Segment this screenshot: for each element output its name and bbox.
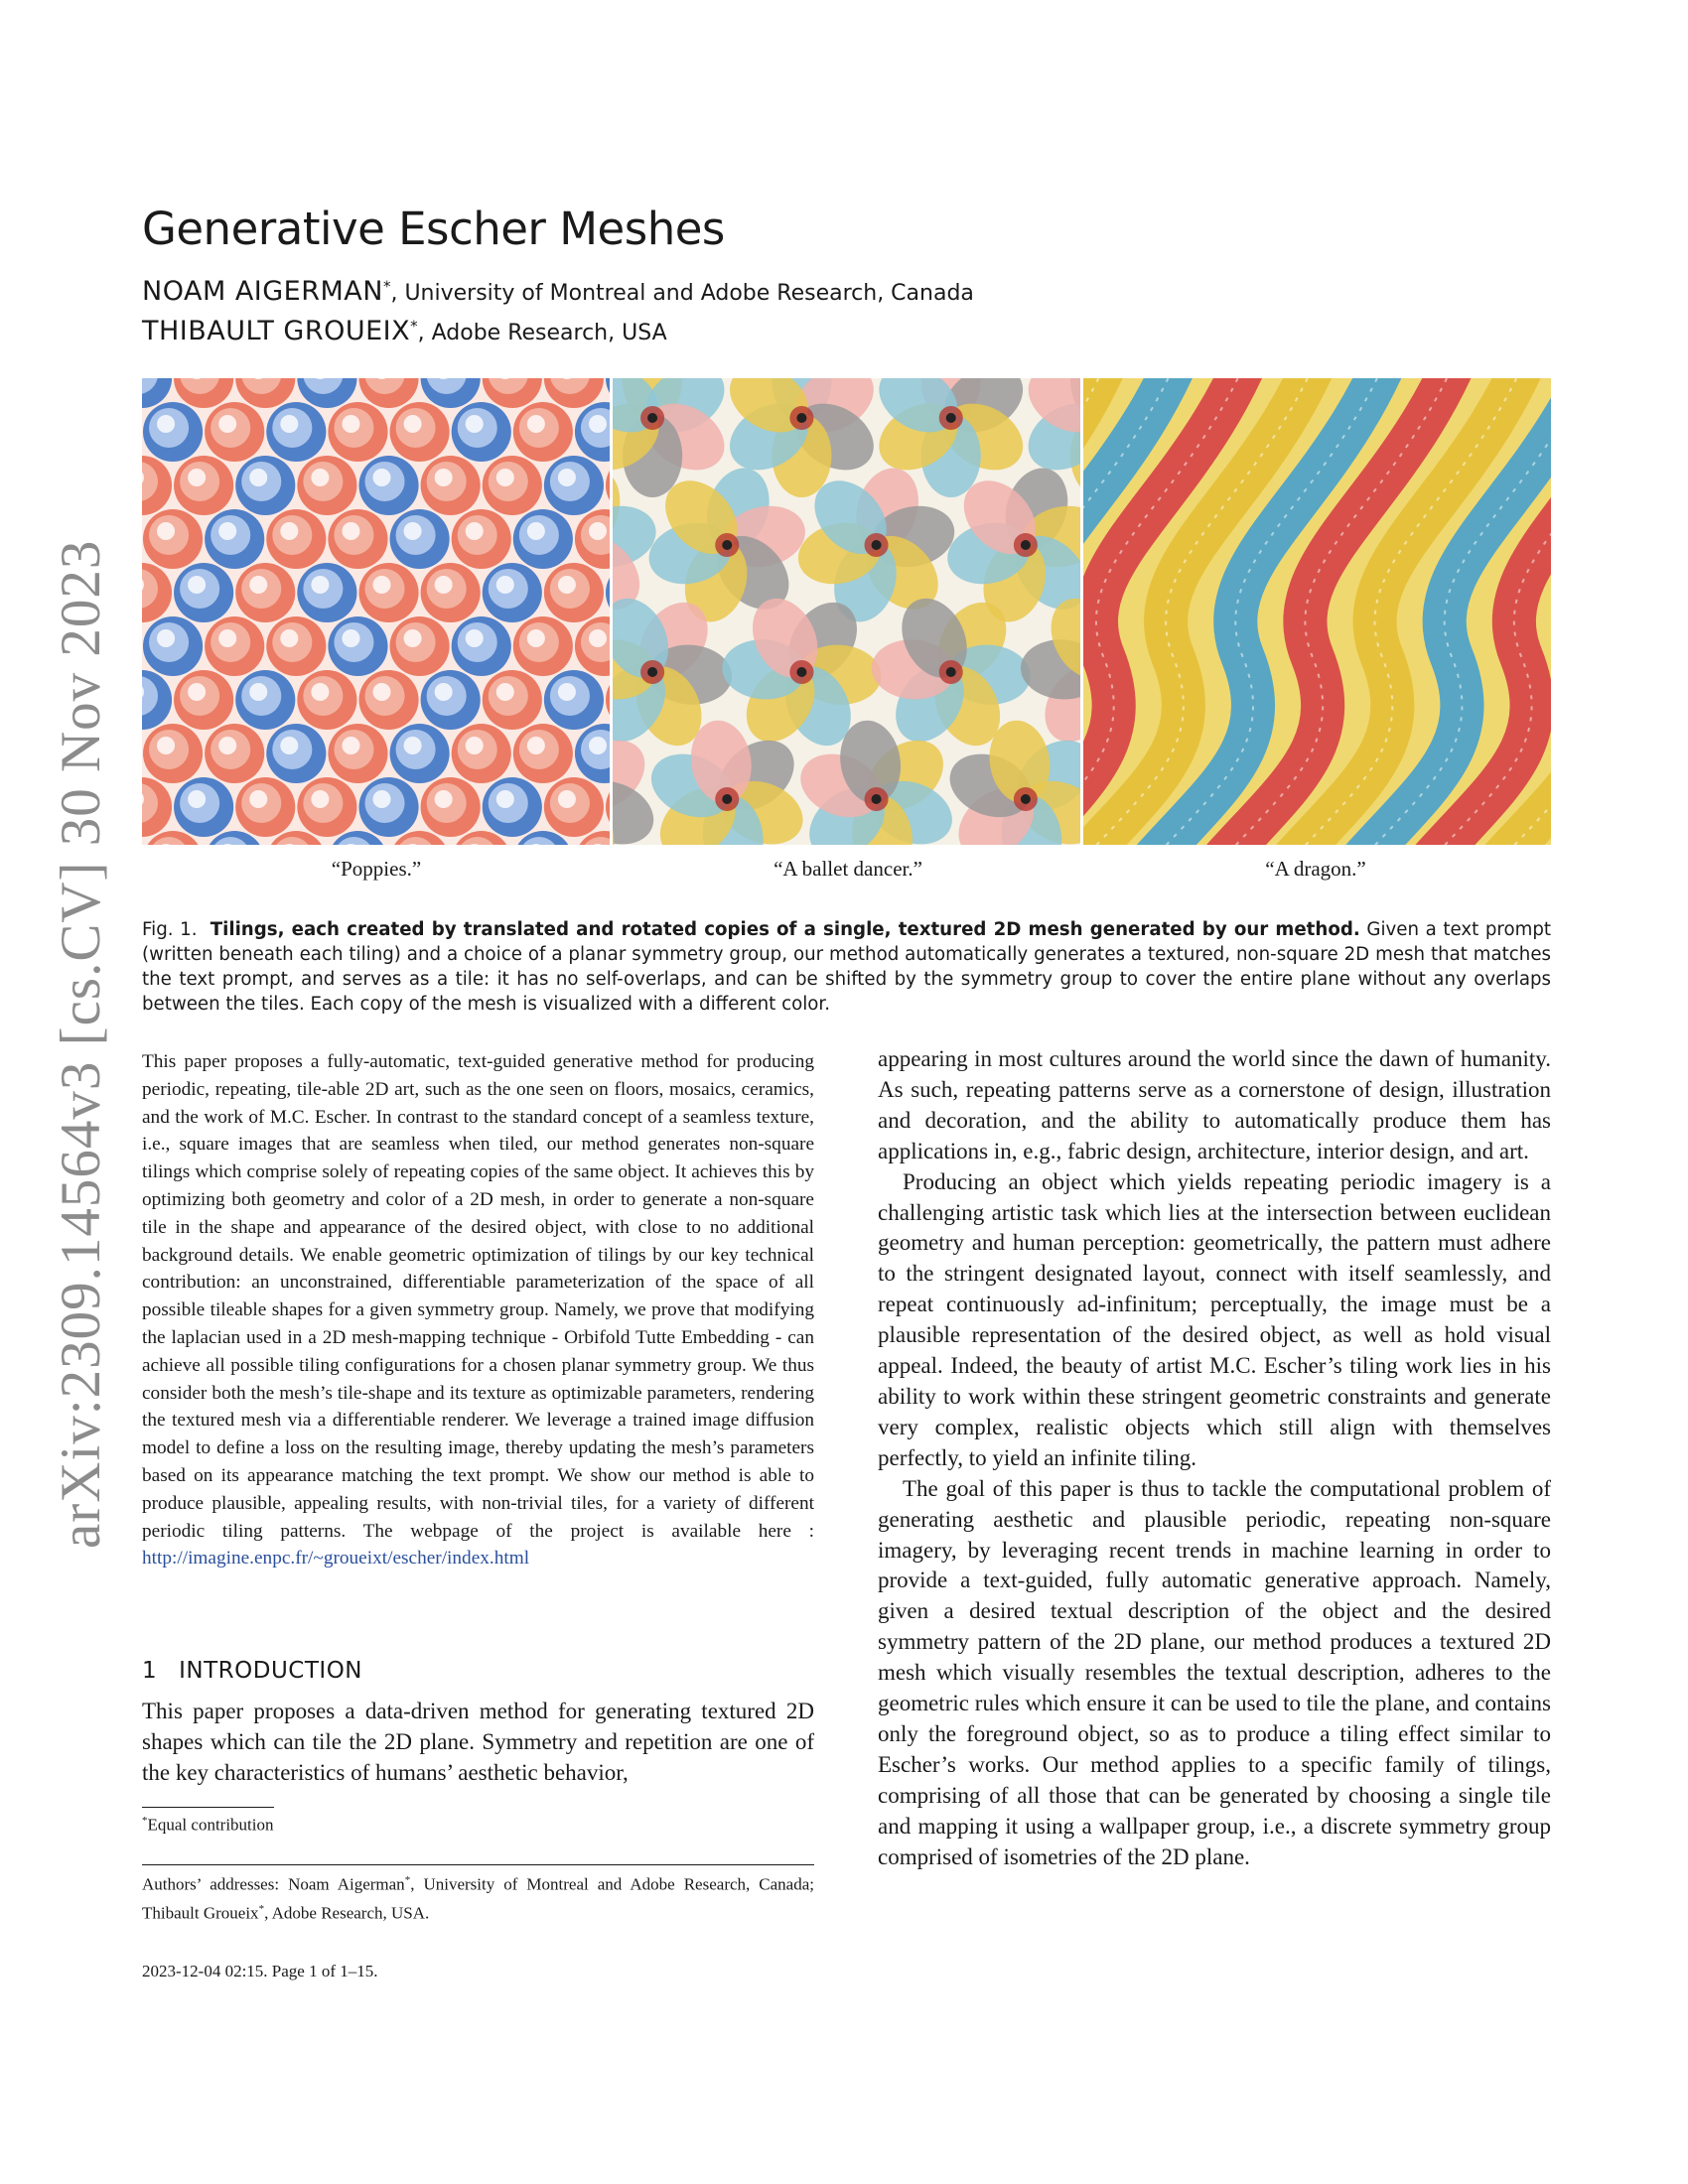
poppy-bloom bbox=[266, 402, 326, 462]
footnote bbox=[142, 1815, 274, 1836]
figure-caption-text: Given a text prompt (written beneath each tiling) and a choice of a planar symmetry group, our method automatically generates a textured, non-square 2D mesh that matches the text prompt, and serves as a tile: it has no self-overlaps, and can be shifted by the symmetry group to cover the entire plane without any overlaps between the tiles. Each copy of the mesh is visualized with a different color. bbox=[142, 919, 1551, 1015]
prompt-label-ballet-dancer: “A ballet dancer.” bbox=[774, 857, 922, 881]
equal-contribution-mark: * bbox=[382, 277, 391, 296]
poppy-bloom bbox=[266, 509, 326, 569]
poppy-bloom bbox=[421, 456, 481, 515]
dragon-tiling-graphic bbox=[1083, 378, 1551, 845]
author-name: NOAM AIGERMAN bbox=[142, 276, 383, 307]
author-affiliation: , Adobe Research, USA bbox=[417, 321, 667, 345]
prompt-label-dragon: “A dragon.” bbox=[1265, 857, 1366, 881]
poppy-bloom bbox=[390, 724, 450, 783]
poppy-bloom bbox=[358, 777, 418, 837]
poppy-bloom bbox=[297, 670, 356, 730]
author-name: THIBAULT GROUEIX bbox=[142, 316, 411, 346]
poppy-bloom bbox=[174, 456, 233, 515]
poppy-bloom bbox=[544, 670, 604, 730]
poppy-bloom bbox=[452, 509, 511, 569]
poppy-bloom bbox=[358, 670, 418, 730]
poppy-bloom bbox=[297, 456, 356, 515]
author-addresses bbox=[142, 1868, 814, 1925]
poppy-bloom bbox=[143, 509, 203, 569]
poppy-bloom bbox=[544, 777, 604, 837]
paragraph: Producing an object which yields repeating periodic imagery is a challenging artistic task which lies at the intersection between euclidean geometry and human perception: geometrically, the pattern must adhere to the stringent designated layout, connect with itself seamlessly, and repeat continuously ad-infinitum; perceptually, the image must be a plausible representation of the desired object, as well as hold visual appeal. Indeed, the beauty of artist M.C. Escher’s tiling work lies in his ability to work within these stringent geometric constraints and generate very complex, realistic objects which still align with themselves perfectly, to yield an infinite tiling. bbox=[878, 1168, 1551, 1470]
poppy-bloom bbox=[297, 777, 356, 837]
paragraph: The goal of this paper is thus to tackle the computational problem of generating aesthetic and plausible periodic, repeating non-square imagery, by leveraging recent trends in machine learning in order to provide a text-guided, fully automatic generative approach. Namely, given a desired textual description of the object and the desired symmetry pattern of the 2D plane, our method produces a textured 2D mesh which visually resembles the textual description, adheres to the geometric rules which ensure it can be used to tile the plane, and contains only the foreground object, so as to produce a tiling effect similar to Escher’s works. Our method applies to a specific family of tilings, comprising of all those that can be generated by choosing a single tile and mapping it using a wallpaper group, i.e., a discrete symmetry group comprised of isometries of the 2D plane. bbox=[878, 1475, 1551, 1869]
poppy-bloom bbox=[483, 456, 542, 515]
right-column bbox=[878, 1044, 1551, 1872]
poppy-bloom bbox=[235, 670, 295, 730]
poppy-bloom bbox=[328, 402, 387, 462]
section-title: INTRODUCTION bbox=[179, 1658, 363, 1684]
equal-contribution-mark: * bbox=[410, 317, 418, 336]
page-footer: 2023-12-04 02:15. Page 1 of 1–15. bbox=[142, 1962, 378, 1980]
addresses-text: , Adobe Research, USA. bbox=[264, 1903, 430, 1923]
addresses-text: Authors’ addresses: Noam Aigerman bbox=[142, 1874, 405, 1894]
poppy-bloom bbox=[544, 563, 604, 622]
dragon-tiling-image bbox=[1083, 378, 1551, 845]
poppy-bloom bbox=[328, 616, 387, 676]
author-line-1 bbox=[142, 276, 974, 307]
poppy-bloom bbox=[358, 456, 418, 515]
poppy-bloom bbox=[544, 456, 604, 515]
poppy-bloom bbox=[174, 670, 233, 730]
poppy-bloom bbox=[513, 402, 573, 462]
paragraph: appearing in most cultures around the world since the dawn of humanity. As such, repeating patterns serve as a cornerstone of design, illustration and decoration, and the ability to automatically produce them has applications in, e.g., fabric design, architecture, interior design, and art. bbox=[878, 1046, 1551, 1163]
poppy-bloom bbox=[483, 563, 542, 622]
poppy-bloom bbox=[513, 509, 573, 569]
poppy-bloom bbox=[452, 616, 511, 676]
arxiv-identifier: arXiv:2309.14564v3 [cs.CV] 30 Nov 2023 bbox=[50, 539, 112, 1549]
poppy-bloom bbox=[421, 563, 481, 622]
author-affiliation: , University of Montreal and Adobe Research, Canada bbox=[390, 281, 974, 306]
poppy-bloom bbox=[205, 724, 264, 783]
poppy-bloom bbox=[235, 456, 295, 515]
figure-caption bbox=[142, 917, 1551, 1017]
poppy-bloom bbox=[143, 724, 203, 783]
paper-title: Generative Escher Meshes bbox=[142, 203, 725, 255]
poppy-bloom bbox=[297, 563, 356, 622]
poppy-bloom bbox=[266, 724, 326, 783]
poppy-bloom bbox=[358, 563, 418, 622]
equal-contribution-mark: * bbox=[404, 1874, 411, 1886]
prompt-label-poppies: “Poppies.” bbox=[331, 857, 422, 881]
poppy-bloom bbox=[452, 402, 511, 462]
poppy-bloom bbox=[205, 509, 264, 569]
poppy-bloom bbox=[483, 777, 542, 837]
abstract bbox=[142, 1048, 814, 1572]
addresses-rule bbox=[142, 1864, 814, 1865]
poppy-bloom bbox=[266, 616, 326, 676]
poppy-bloom bbox=[421, 670, 481, 730]
footnote-rule bbox=[142, 1807, 274, 1808]
figure-label: Fig. 1. bbox=[142, 919, 198, 940]
intro-paragraph: This paper proposes a data-driven method for generating textured 2D shapes which can tile the 2D plane. Symmetry and repetition are one of the key characteristics of humans’ aesthetic behavior, bbox=[142, 1699, 814, 1785]
poppy-bloom bbox=[328, 724, 387, 783]
ballet-dancer-tiling-graphic bbox=[613, 378, 1080, 845]
poppies-tiling-graphic bbox=[142, 378, 610, 845]
poppy-bloom bbox=[235, 777, 295, 837]
poppy-bloom bbox=[513, 724, 573, 783]
poppy-bloom bbox=[421, 777, 481, 837]
poppy-bloom bbox=[390, 402, 450, 462]
poppy-bloom bbox=[205, 616, 264, 676]
section-number: 1 bbox=[142, 1658, 158, 1684]
poppy-bloom bbox=[390, 509, 450, 569]
equal-contribution-mark: * bbox=[258, 1902, 265, 1915]
poppy-bloom bbox=[174, 563, 233, 622]
poppy-bloom bbox=[205, 402, 264, 462]
poppy-bloom bbox=[483, 670, 542, 730]
poppy-bloom bbox=[452, 724, 511, 783]
ballet-dancer-tiling-image bbox=[613, 378, 1080, 845]
poppy-bloom bbox=[143, 616, 203, 676]
addresses-text: , University of Montreal and Adobe Research, Canada; Thibault Groueix bbox=[142, 1874, 814, 1923]
poppy-bloom bbox=[143, 402, 203, 462]
section-heading bbox=[142, 1658, 362, 1684]
teaser-figure bbox=[142, 378, 1551, 845]
poppy-bloom bbox=[513, 616, 573, 676]
poppy-bloom bbox=[174, 777, 233, 837]
poppy-bloom bbox=[328, 509, 387, 569]
poppy-bloom bbox=[390, 616, 450, 676]
figure-caption-bold: Tilings, each created by translated and rotated copies of a single, textured 2D mesh generated by our method. bbox=[210, 919, 1360, 940]
poppies-tiling-image bbox=[142, 378, 610, 845]
project-webpage-link[interactable]: http://imagine.enpc.fr/~groueixt/escher/index.html bbox=[142, 1548, 530, 1570]
author-line-2 bbox=[142, 316, 667, 346]
poppy-bloom bbox=[235, 563, 295, 622]
footnote-mark: * bbox=[142, 1815, 148, 1827]
abstract-text: This paper proposes a fully-automatic, text-guided generative method for producing periodic, repeating, tile-able 2D art, such as the one seen on floors, mosaics, ceramics, and the work of M.C. Escher. In contrast to the standard concept of a seamless texture, i.e., square images that are seamless when tiled, our method generates non-square tilings which comprise solely of repeating copies of the same object. It achieves this by optimizing both geometry and color of a 2D mesh, in order to generate a non-square tile in the shape and appearance of the desired object, with close to no additional background details. We enable geometric optimization of tilings by our key technical contribution: an unconstrained, differentiable parameterization of the space of all possible tileable shapes for a given symmetry group. Namely, we prove that modifying the laplacian used in a 2D mesh-mapping technique - Orbifold Tutte Embedding - can achieve all possible tiling configurations for a chosen planar symmetry group. We thus consider both the mesh’s tile-shape and its texture as optimizable parameters, rendering the textured mesh via a differentiable renderer. We leverage a trained image diffusion model to define a loss on the resulting image, thereby updating the mesh’s parameters based on its appearance matching the text prompt. We show our method is able to produce plausible, appealing results, with non-trivial tiles, for a variety of different periodic tiling patterns. The webpage of the project is available here : bbox=[142, 1051, 814, 1542]
footnote-text: Equal contribution bbox=[147, 1815, 274, 1835]
